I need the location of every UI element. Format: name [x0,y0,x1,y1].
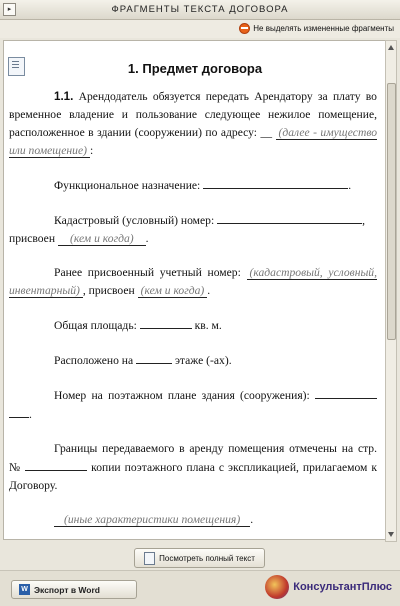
paragraph-borders: Границы передаваемого в аренду помещения отмечены на стр. № копии поэтажного плана с экспликацией, прилагаемом к Договору. [9,442,377,492]
paragraph-other: (иные характеристики помещения) . [9,511,377,529]
scroll-up-arrow-icon[interactable] [388,45,394,50]
document-body [9,88,377,540]
highlight-toggle[interactable] [239,23,394,34]
scroll-down-arrow-icon[interactable] [388,532,394,537]
window-titlebar [0,0,400,20]
ban-icon [239,23,250,34]
paragraph-floor: Расположено на этаже (-ах). [9,351,377,370]
brand-logo: КонсультантПлюс [265,575,392,599]
paragraph-area: Общая площадь: кв. м. [9,316,377,335]
bottom-bar [0,570,400,606]
paragraph-1-1: 1.1. Арендодатель обязуется передать Арендатору за плату во временное владение и пользование следующее нежилое помещение, расположенное в здании (сооружении) по адресу: __ (далее - имущество или помещение) : [9,90,377,157]
paragraph-function: Функциональное назначение: . [9,176,377,195]
section-heading: 1. Предмет договора [127,61,263,76]
paragraph-prev-number: Ранее присвоенный учетный номер: (кадастровый, условный, инвентарный) , присвоен (кем и когда) . [9,266,377,297]
window-title: ФРАГМЕНТЫ ТЕКСТА ДОГОВОРА [111,4,289,15]
consultant-logo-icon [265,575,289,599]
vertical-scrollbar[interactable] [385,40,397,542]
paragraph-floor-plan: Номер на поэтажном плане здания (сооружения): . [9,386,377,424]
collapse-button[interactable]: ▸ [3,3,16,16]
highlight-toggle-label: Не выделять измененные фрагменты [253,24,394,33]
export-word-button[interactable]: W Экспорт в Word [11,580,137,599]
word-icon: W [19,584,30,595]
view-full-text-button[interactable]: Посмотреть полный текст [134,548,265,568]
document-view [3,40,387,540]
document-icon [144,552,155,565]
toolbar [0,20,400,38]
scrollbar-thumb[interactable] [387,83,396,340]
paragraph-cadastral: Кадастровый (условный) номер: , присвоен (кем и когда) . [9,211,377,248]
